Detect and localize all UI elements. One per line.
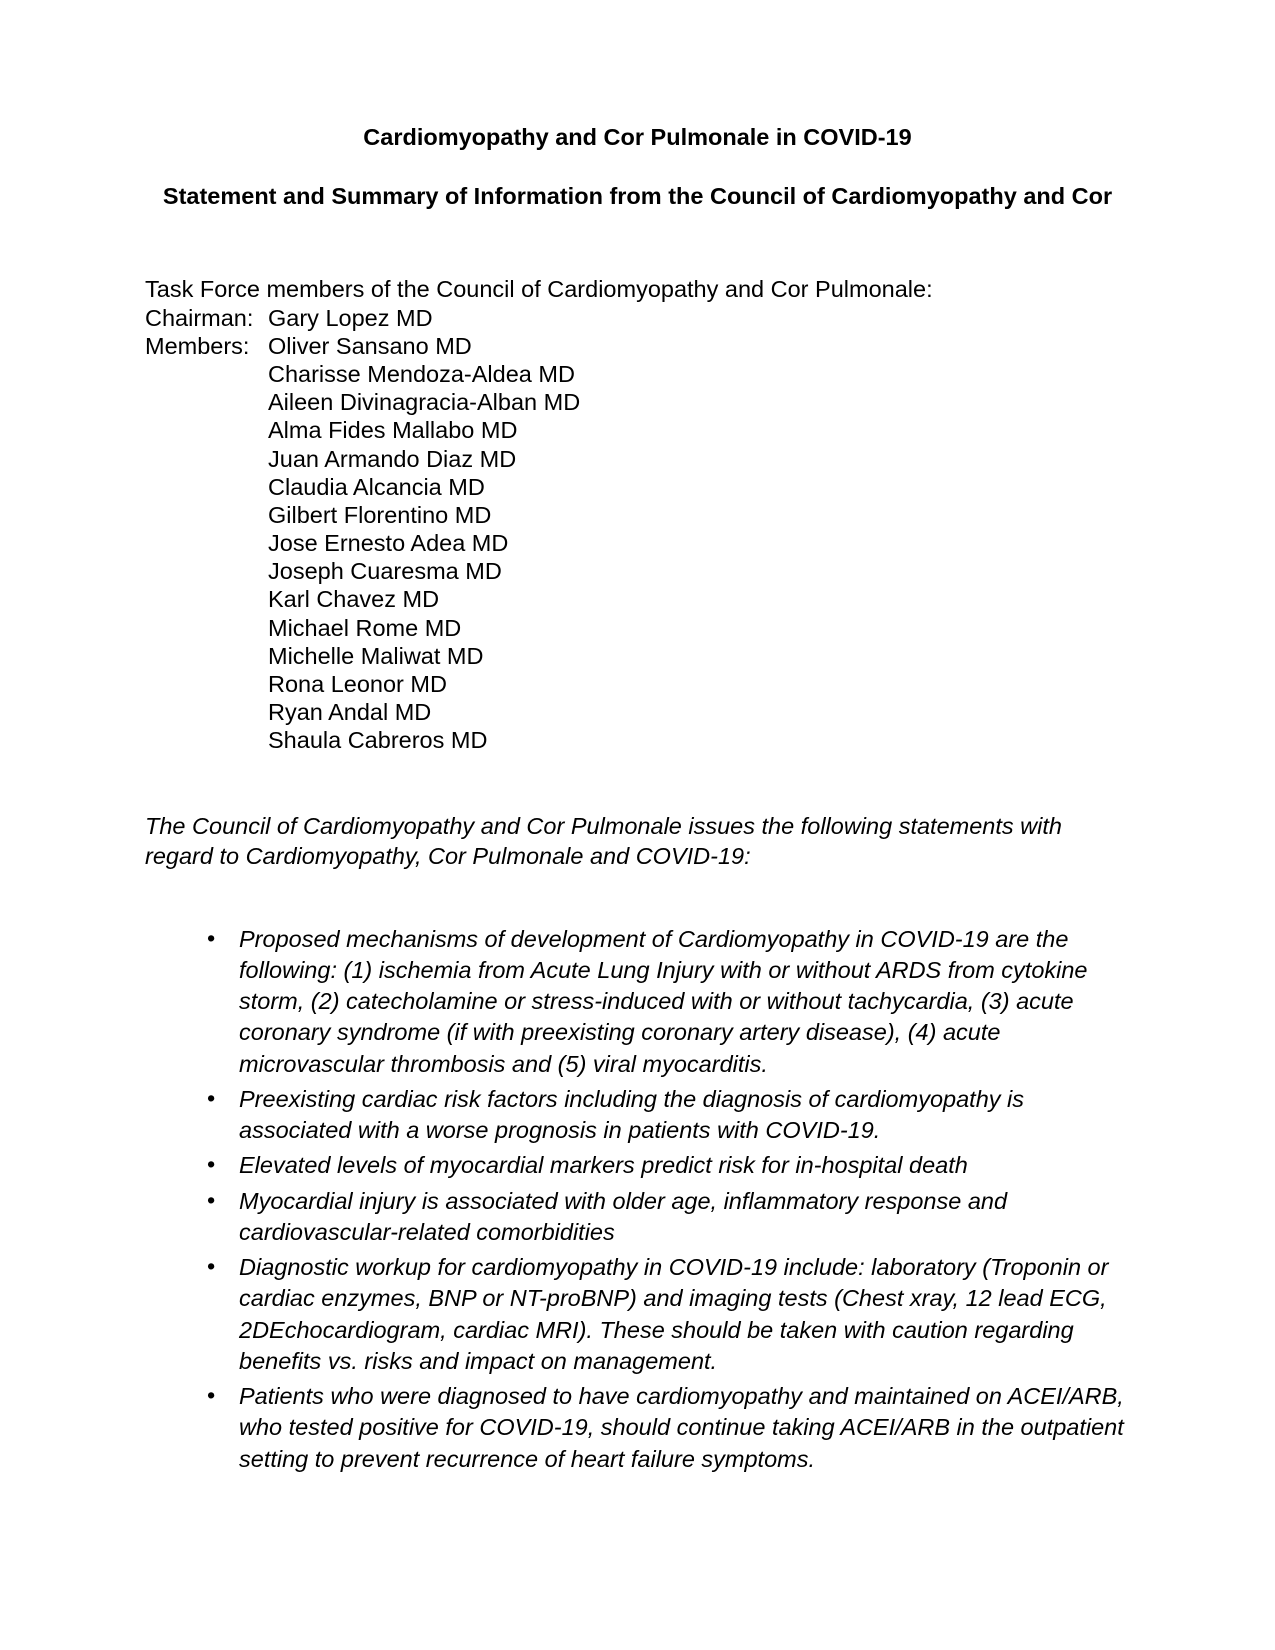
document-title-block bbox=[145, 120, 1130, 213]
member-name: Claudia Alcancia MD bbox=[268, 473, 485, 500]
member-name: Alma Fides Mallabo MD bbox=[268, 417, 518, 444]
members-row bbox=[145, 698, 1130, 726]
members-row bbox=[145, 416, 1130, 444]
members-row bbox=[145, 726, 1130, 754]
member-name: Michael Rome MD bbox=[268, 614, 462, 641]
list-item: • Elevated levels of myocardial markers predict risk for in-hospital death bbox=[207, 1150, 1130, 1181]
document-title: Cardiomyopathy and Cor Pulmonale in COVID-19 bbox=[363, 124, 912, 150]
members-row bbox=[145, 332, 1130, 360]
chairman-label: Chairman: bbox=[145, 304, 254, 331]
statements-list bbox=[145, 924, 1130, 1475]
chairman-row bbox=[145, 304, 1130, 332]
member-name: Charisse Mendoza-Aldea MD bbox=[268, 360, 575, 387]
member-name: Rona Leonor MD bbox=[268, 671, 447, 698]
member-name: Juan Armando Diaz MD bbox=[268, 445, 517, 472]
members-row bbox=[145, 557, 1130, 585]
document-subtitle: Statement and Summary of Information from the Council of Cardiomyopathy and Cor bbox=[162, 183, 1113, 210]
members-row bbox=[145, 360, 1130, 388]
members-label: Members: bbox=[145, 332, 250, 359]
members-row bbox=[145, 529, 1130, 557]
members-row bbox=[145, 501, 1130, 529]
member-name: Karl Chavez MD bbox=[268, 586, 440, 613]
members-row bbox=[145, 473, 1130, 501]
task-force-intro: Task Force members of the Council of Cardiomyopathy and Cor Pulmonale: bbox=[145, 276, 933, 303]
member-name: Shaula Cabreros MD bbox=[268, 727, 488, 754]
member-name: Gilbert Florentino MD bbox=[268, 501, 492, 528]
members-row bbox=[145, 642, 1130, 670]
member-name: Ryan Andal MD bbox=[268, 699, 432, 726]
statement-intro: The Council of Cardiomyopathy and Cor Pulmonale issues the following statements with regard to Cardiomyopathy, Cor Pulmonale and COVID-19: bbox=[145, 812, 1062, 870]
chairman-name: Gary Lopez MD bbox=[268, 304, 433, 331]
members-row bbox=[145, 445, 1130, 473]
list-item: • Proposed mechanisms of development of Cardiomyopathy in COVID-19 are the following: (1) ischemia from Acute Lung Injury with or without ARDS from cytokine storm, (2) catecholamine or stress-induced with or without tachycardia, (3) acute coronary syndrome (if with preexisting coronary artery disease), (4) acute microvascular thrombosis and (5) viral myocarditis. bbox=[207, 924, 1130, 1080]
members-row bbox=[145, 388, 1130, 416]
members-row bbox=[145, 614, 1130, 642]
member-name: Oliver Sansano MD bbox=[268, 332, 472, 359]
members-row bbox=[145, 670, 1130, 698]
task-force-section bbox=[145, 275, 1130, 754]
list-item: • Preexisting cardiac risk factors including the diagnosis of cardiomyopathy is associated with a worse prognosis in patients with COVID-19. bbox=[207, 1084, 1130, 1147]
list-item: • Myocardial injury is associated with older age, inflammatory response and cardiovascular-related comorbidities bbox=[207, 1186, 1130, 1249]
member-name: Aileen Divinagracia-Alban MD bbox=[268, 389, 581, 416]
list-item: • Patients who were diagnosed to have cardiomyopathy and maintained on ACEI/ARB, who tested positive for COVID-19, should continue taking ACEI/ARB in the outpatient setting to prevent recurrence of heart failure symptoms. bbox=[207, 1381, 1130, 1475]
member-name: Jose Ernesto Adea MD bbox=[268, 530, 509, 557]
members-row bbox=[145, 585, 1130, 613]
list-item: • Diagnostic workup for cardiomyopathy in COVID-19 include: laboratory (Troponin or cardiac enzymes, BNP or NT-proBNP) and imaging tests (Chest xray, 12 lead ECG, 2DEchocardiogram, cardiac MRI). These should be taken with caution regarding benefits vs. risks and impact on management. bbox=[207, 1252, 1130, 1377]
member-name: Joseph Cuaresma MD bbox=[268, 558, 502, 585]
member-name: Michelle Maliwat MD bbox=[268, 642, 484, 669]
